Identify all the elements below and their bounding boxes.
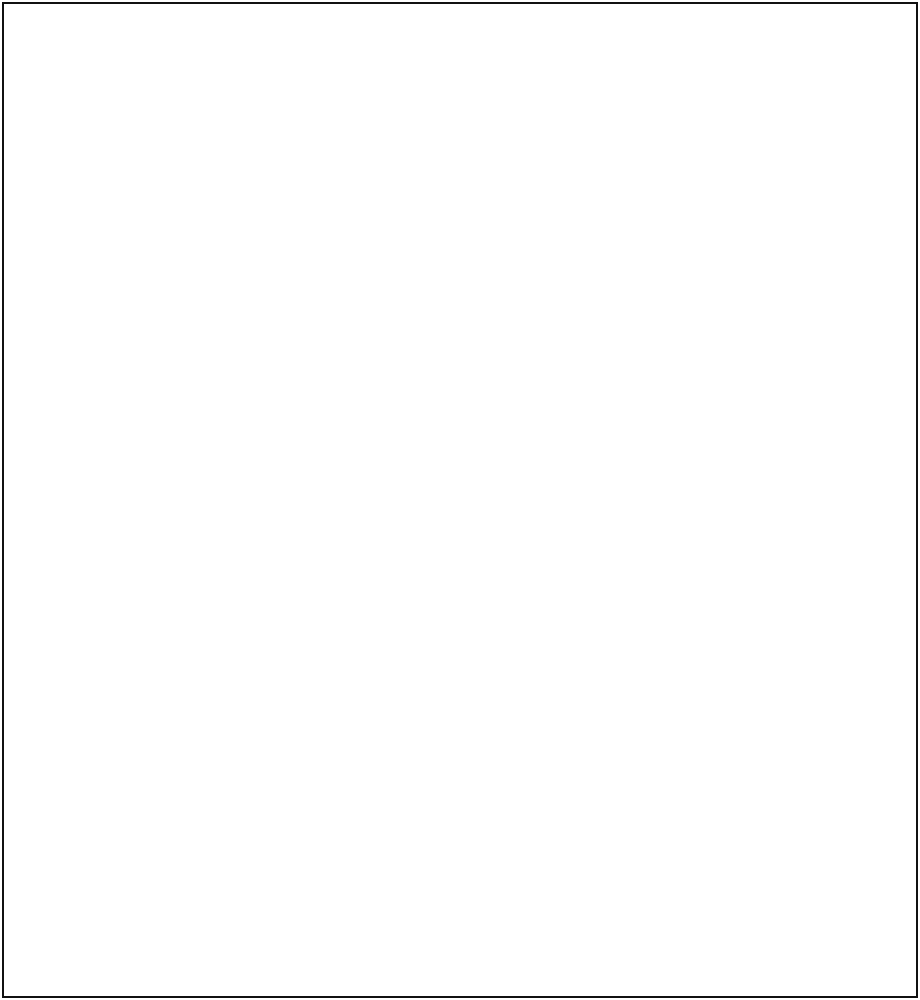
calligraphy-artwork [500,55,890,735]
calligraphy-glaube [513,85,882,514]
calligraphy-leben [700,375,864,725]
